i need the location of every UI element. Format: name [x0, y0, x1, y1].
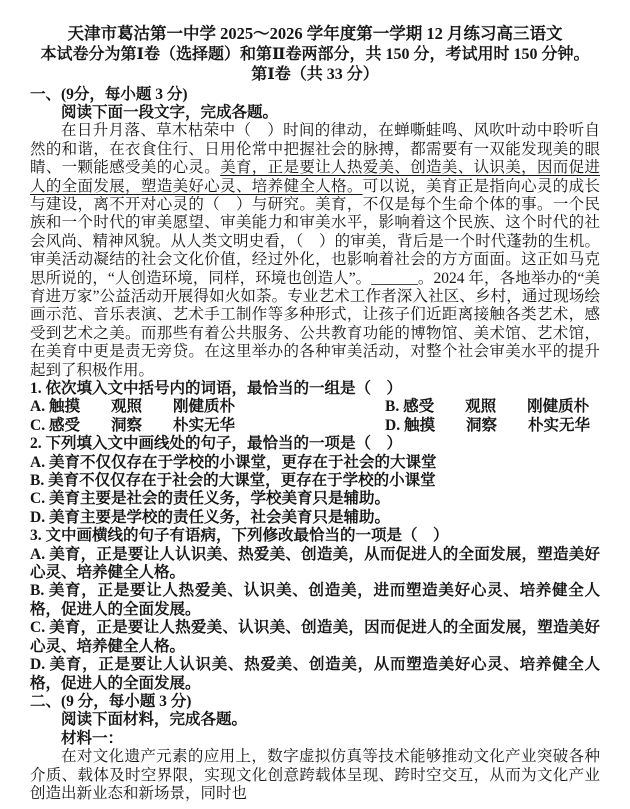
question1-option-c: C. 感受 洞察 朴实无华: [30, 416, 235, 434]
section1-passage: [30, 122, 600, 380]
exam-title: 天津市葛沽第一中学 2025～2026 学年度第一学期 12 月练习高三语文: [67, 24, 563, 43]
question1-option-d: D. 触摸 洞察 朴实无华: [385, 416, 590, 434]
question2-option-a: A. 美育不仅仅存在于学校的小课堂，更存在于社会的大课堂: [30, 453, 437, 471]
question2-option-c: C. 美育主要是社会的责任义务，学校美育只是辅助。: [30, 490, 390, 508]
question1-options: [30, 398, 600, 435]
question3-option-d: D. 美育，正是要让人认识美、热爱美、创造美，从而塑造美好心灵、培养健全人格，促进人的全面发展。: [30, 656, 600, 692]
question2-stem: 2. 下列填入文中画线处的句子，最恰当的一项是（ ）: [30, 435, 403, 453]
question1-option-b: B. 感受 观照 刚健质朴: [385, 398, 590, 416]
section2-instruction: 阅读下面材料，完成各题。: [61, 711, 248, 729]
passage-segment-after: 可以说，美育正是指向心灵的成长与建设，离不开对心灵的（ ）与研究。美育，不仅是每个生命个体的事。一个民族和一个时代的审美愿望、审美能力和审美水平，影响着这个民族、这个时代的社会风尚、精神风貌。从人类文明史看，（ ）的审美，背后是一个时代蓬勃的生机。审美活动凝结的社会文化价值，经过外化，也影响着社会的方方面面。这正如马克思所说的，“人创造环境，同样，环境也创造人”。______。2024 年，各地举办的“美育进万家”公益活动开展得如火如荼。专业艺术工作者深入社区、乡村，通过现场绘画示范、音乐表演、艺术手工制作等多种形式，让孩子们近距离接触各类艺术，感受到艺术之美。而那些有着公共服务、公共教育功能的博物馆、美术馆、艺术馆，在美育中更是责无旁贷。在这里举办的各种审美活动，对整个社会审美水平的提升起到了积极作用。: [30, 177, 600, 379]
question2-option-d: D. 美育主要是学校的责任义务，社会美育只是辅助。: [30, 508, 390, 526]
section1-instruction: 阅读下面一段文字，完成各题。: [61, 103, 279, 121]
passage-segment-underlined: 美育，正是要让人热爱美、创造美、认识美，因而促进人的全面发展，塑造美好心灵、培养健全人格。: [30, 159, 600, 195]
passage-segment-before: 在日升月落、草木枯荣中（ ）时间的律动，在蝉嘶蛙鸣、风吹叶动中聆听自然的和谐，在衣食住行、日用伦常中把握社会的脉搏，都需要有一双能发现美的眼睛、一颗能感受美的心灵。: [30, 122, 600, 177]
exam-note: 本试卷分为第Ⅰ卷（选择题）和第Ⅱ卷两部分，共 150 分，考试用时 150 分钟。: [40, 45, 590, 63]
question2-option-b: B. 美育不仅仅存在于社会的大课堂，更存在于学校的小课堂: [30, 472, 436, 490]
question3-option-b: B. 美育，正是要让人热爱美、认识美、创造美，进而塑造美好心灵、培养健全人格，促进人的全面发展。: [30, 582, 600, 618]
question3-option-c: C. 美育，正是要让人热爱美、认识美、创造美，因而促进人的全面发展，塑造美好心灵、培养健全人格。: [30, 619, 600, 655]
section2-title: 二、(9 分，每小题 3 分): [30, 692, 192, 710]
material-one-label: 材料一：: [61, 729, 124, 747]
question3-option-a: A. 美育，正是要让人认识美、热爱美、创造美，从而促进人的全面发展，塑造美好心灵、培养健全人格。: [30, 545, 600, 582]
volume-title: 第Ⅰ卷（共 33 分）: [251, 66, 379, 83]
question3-stem: 3. 文中画横线的句子有语病，下列修改最恰当的一项是（ ）: [30, 527, 449, 545]
question1-stem: 1. 依次填入文中括号内的词语，最恰当的一组是（ ）: [30, 380, 403, 397]
question1-option-a: A. 触摸 观照 刚健质朴: [30, 398, 235, 416]
material-one-text: 在对文化遗产元素的应用上，数字虚拟仿真等技术能够推动文化产业突破各种介质、载体及时空界限，实现文化创意跨载体呈现、跨时空交互，从而为文化产业创造出新业态和新场景，同时也: [30, 748, 600, 802]
section1-title: 一、(9分，每小题 3 分): [30, 85, 188, 103]
